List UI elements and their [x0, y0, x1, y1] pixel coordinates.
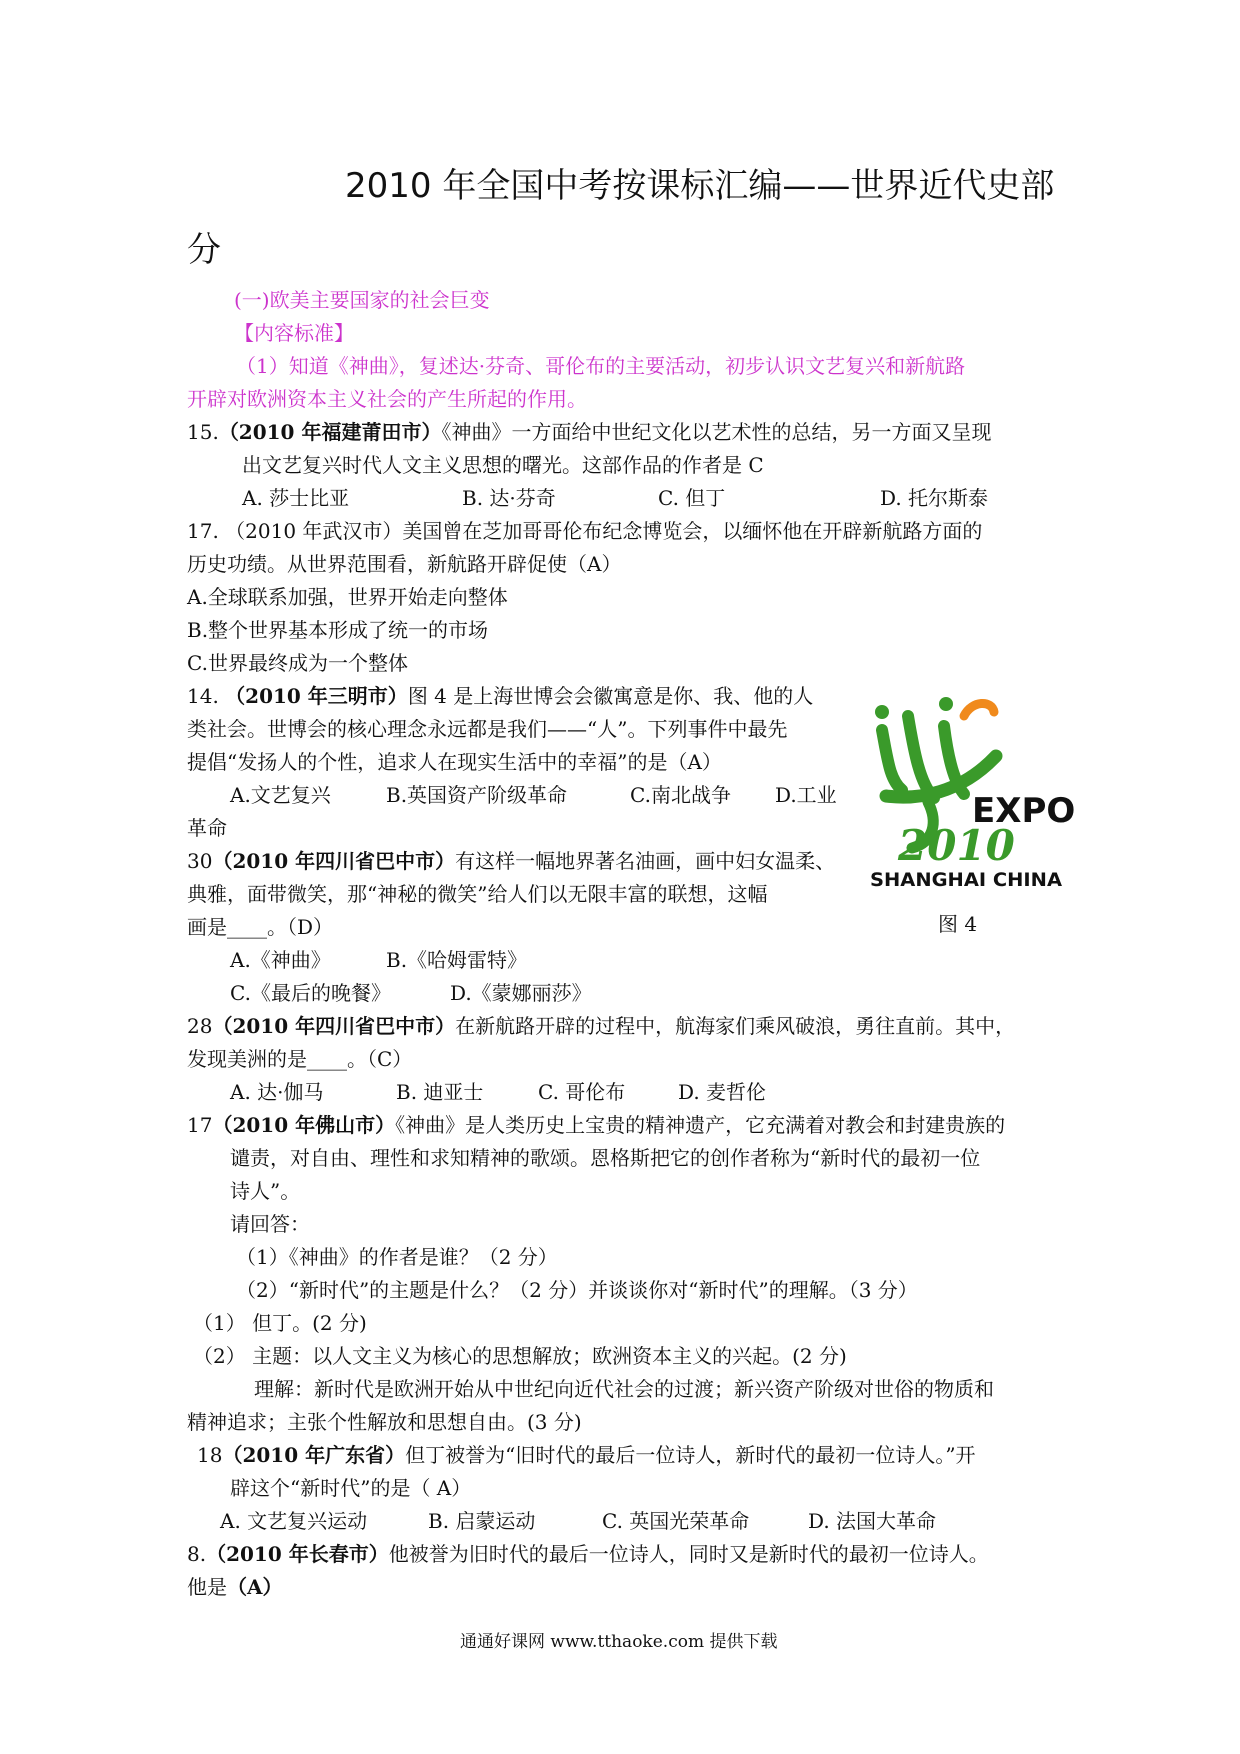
- q14-option-b: B.英国资产阶级革命: [386, 783, 568, 807]
- q15-option-b: B. 达·芬奇: [462, 486, 556, 510]
- q18-line1: [197, 1442, 976, 1468]
- q30-line2: 典雅，面带微笑，那“神秘的微笑”给人们以无限丰富的联想，这幅: [187, 882, 768, 906]
- expo-logo-place: SHANGHAI CHINA: [870, 869, 1063, 891]
- q28-option-b: B. 迪亚士: [396, 1080, 484, 1104]
- q30-option-c: C.《最后的晚餐》: [230, 981, 391, 1005]
- q17b-ask: 请回答：: [230, 1212, 310, 1236]
- doc-title-line1: 2010 年全国中考按课标汇编——世界近代史部: [345, 166, 1055, 206]
- q18-option-d: D. 法国大革命: [808, 1509, 937, 1533]
- q15-line2: 出文艺复兴时代人文主义思想的曙光。这部作品的作者是 C: [242, 453, 764, 477]
- q18-number: 18: [197, 1443, 223, 1467]
- q28-option-c: C. 哥伦布: [538, 1080, 626, 1104]
- expo-logo: [868, 672, 1076, 892]
- standard-text-line1: （1）知道《神曲》，复述达·芬奇、哥伦布的主要活动，初步认识文艺复兴和新航路: [236, 354, 966, 378]
- q30-option-b: B.《哈姆雷特》: [386, 948, 528, 972]
- q28-line2: 发现美洲的是____。（C）: [187, 1047, 413, 1071]
- q28-option-a: A. 达·伽马: [230, 1080, 324, 1104]
- q18-option-b: B. 启蒙运动: [428, 1509, 536, 1533]
- q14-option-d: D.工业: [775, 783, 837, 807]
- q14-option-d-continued: 革命: [187, 816, 227, 840]
- standard-text-line2: 开辟对欧洲资本主义社会的产生所起的作用。: [187, 387, 587, 411]
- q17b-answer1: （1） 但丁。(2 分): [193, 1311, 367, 1335]
- q14-line3: 提倡“发扬人的个性，追求人在现实生活中的幸福”的是（A）: [187, 750, 722, 774]
- page-footer: 通通好课网 www.tthaoke.com 提供下载: [460, 1632, 778, 1652]
- q28-option-d: D. 麦哲伦: [678, 1080, 767, 1104]
- figure-caption: 图 4: [938, 912, 978, 936]
- q8-text: 他被誉为旧时代的最后一位诗人，同时又是新时代的最初一位诗人。: [388, 1542, 989, 1566]
- q15-line1: [187, 419, 991, 445]
- q15-option-d: D. 托尔斯泰: [880, 486, 989, 510]
- q17b-answer4: 精神追求；主张个性解放和思想自由。(3 分): [187, 1410, 582, 1434]
- q17b-answer2: （2） 主题：以人文主义为核心的思想解放；欧洲资本主义的兴起。(2 分): [193, 1344, 847, 1368]
- expo-logo-year: 2010: [898, 821, 1015, 870]
- q8-text-line2: 他是: [187, 1575, 227, 1599]
- q14-line1: [187, 683, 813, 709]
- expo-logo-swoosh: [964, 703, 994, 716]
- q30-source: （2010 年四川省巴中市）: [212, 849, 456, 873]
- q14-source: （2010 年三明市）: [225, 684, 408, 708]
- q17a-line2: 历史功绩。从世界范围看，新航路开辟促使（A）: [187, 552, 622, 576]
- q28-number: 28: [187, 1014, 213, 1038]
- q17b-sub1: （1）《神曲》的作者是谁？（2 分）: [236, 1245, 558, 1269]
- q8-line1: [187, 1541, 989, 1567]
- q17b-text: 《神曲》是人类历史上宝贵的精神遗产，它充满着对教会和封建贵族的: [395, 1113, 1006, 1137]
- q17a-option-c: C.世界最终成为一个整体: [187, 651, 408, 675]
- q15-source: （2010 年福建莆田市）: [218, 420, 442, 444]
- q8-source: （2010 年长春市）: [206, 1542, 389, 1566]
- q17b-line2: 谴责，对自由、理性和求知精神的歌颂。恩格斯把它的创作者称为“新时代的最初一位: [230, 1146, 981, 1170]
- q8-number: 8.: [187, 1542, 207, 1566]
- q17b-line3: 诗人”。: [230, 1179, 301, 1203]
- q18-option-a: A. 文艺复兴运动: [220, 1509, 368, 1533]
- q28-source: （2010 年四川省巴中市）: [212, 1014, 456, 1038]
- q30-number: 30: [187, 849, 213, 873]
- q14-line2: 类社会。世博会的核心理念永远都是我们——“人”。下列事件中最先: [187, 717, 788, 741]
- q17a-line1: 17. （2010 年武汉市）美国曾在芝加哥哥伦布纪念博览会，以缅怀他在开辟新航路方面的: [187, 519, 983, 543]
- q30-option-d: D.《蒙娜丽莎》: [450, 981, 592, 1005]
- q18-option-c: C. 英国光荣革命: [602, 1509, 750, 1533]
- q15-option-c: C. 但丁: [658, 486, 726, 510]
- q8-answer: （A）: [227, 1575, 283, 1599]
- q15-text: 《神曲》一方面给中世纪文化以艺术性的总结，另一方面又呈现: [441, 420, 992, 444]
- q17a-option-b: B.整个世界基本形成了统一的市场: [187, 618, 489, 642]
- q17b-sub2: （2）“新时代”的主题是什么？（2 分）并谈谈你对“新时代”的理解。（3 分）: [236, 1278, 918, 1302]
- q14-text: 图 4 是上海世博会会徽寓意是你、我、他的人: [407, 684, 814, 708]
- q17b-line1: [187, 1112, 1005, 1138]
- q14-number: 14.: [187, 684, 226, 708]
- q28-text: 在新航路开辟的过程中，航海家们乘风破浪，勇往直前。其中，: [455, 1014, 1016, 1038]
- q14-option-a: A.文艺复兴: [230, 783, 331, 807]
- q30-line1: [187, 848, 835, 874]
- q30-text: 有这样一幅地界著名油画，画中妇女温柔、: [455, 849, 836, 873]
- q8-line2: [187, 1574, 283, 1600]
- q14-option-c: C.南北战争: [630, 783, 731, 807]
- q18-line2: 辟这个“新时代”的是（ A）: [230, 1476, 472, 1500]
- expo-logo-dot: [875, 705, 889, 719]
- q28-line1: [187, 1013, 1015, 1039]
- section-heading: (一)欧美主要国家的社会巨变: [234, 288, 490, 312]
- standard-label: 【内容标准】: [234, 321, 354, 345]
- expo-logo-dot: [939, 697, 953, 711]
- q17b-source: （2010 年佛山市）: [212, 1113, 396, 1137]
- q18-text: 但丁被誉为“旧时代的最后一位诗人，新时代的最初一位诗人。”开: [405, 1443, 976, 1467]
- q15-number: 15.: [187, 420, 219, 444]
- q18-source: （2010 年广东省）: [222, 1443, 406, 1467]
- q17b-answer3: 理解：新时代是欧洲开始从中世纪向近代社会的过渡；新兴资产阶级对世俗的物质和: [254, 1377, 994, 1401]
- q30-line3: 画是____。（D）: [187, 915, 334, 939]
- q17b-number: 17: [187, 1113, 213, 1137]
- doc-title-line2: 分: [187, 230, 221, 270]
- q30-option-a: A.《神曲》: [230, 948, 331, 972]
- expo-logo-expo: EXPO: [972, 791, 1076, 831]
- q17a-option-a: A.全球联系加强，世界开始走向整体: [187, 585, 508, 609]
- q15-option-a: A. 莎士比亚: [242, 486, 350, 510]
